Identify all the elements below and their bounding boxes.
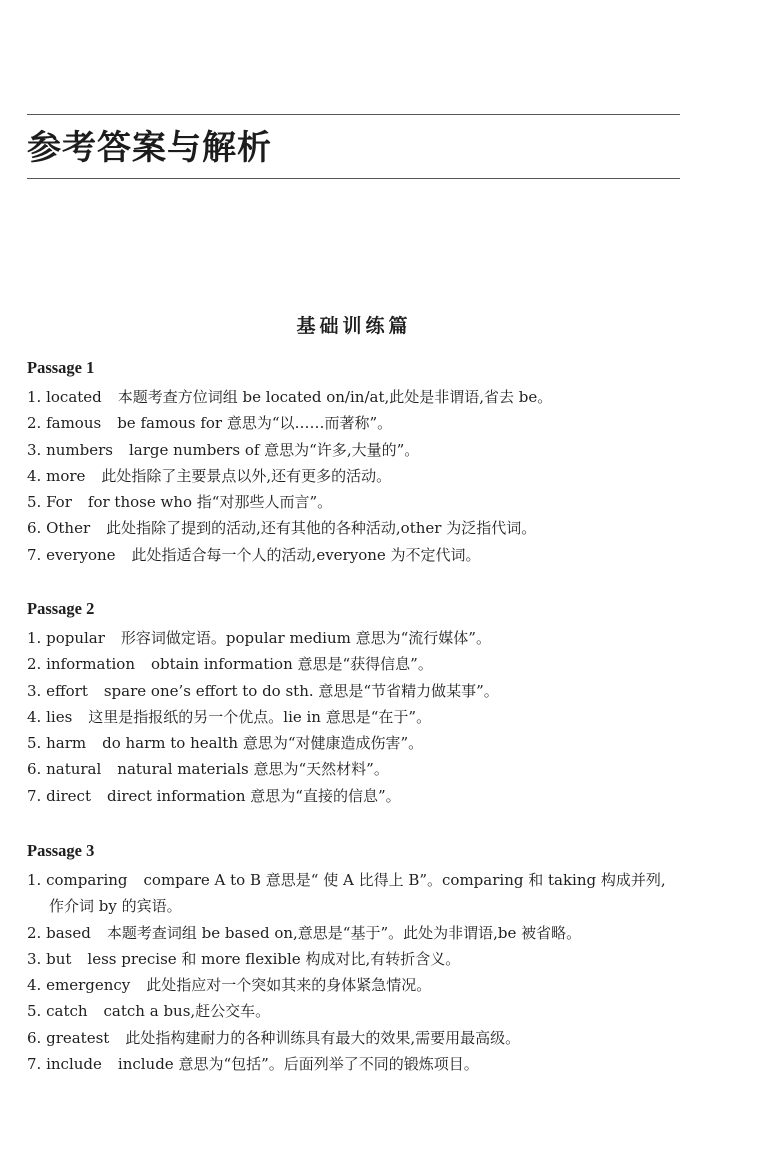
item-number: 5. [27, 1002, 42, 1021]
answer-word: direct [46, 786, 91, 805]
passage-heading: Passage 1 [27, 358, 95, 377]
explanation: for those who 指“对那些人而言”。 [87, 493, 333, 512]
explanation: 此处指构建耐力的各种训练具有最大的效果,需要用最高级。 [125, 1028, 521, 1047]
answer-word: information [46, 655, 135, 674]
answer-item [27, 410, 727, 436]
answer-word: numbers [46, 440, 113, 459]
answer-word: effort [46, 681, 88, 700]
item-number: 2. [27, 923, 42, 942]
passage-heading: Passage 3 [27, 841, 95, 860]
answer-word: greatest [46, 1028, 110, 1047]
answer-item [27, 920, 727, 946]
item-number: 4. [27, 707, 42, 726]
item-number: 2. [27, 655, 42, 674]
item-number: 2. [27, 414, 42, 433]
answer-item [27, 756, 727, 782]
answer-item [27, 704, 727, 730]
item-number: 6. [27, 760, 42, 779]
answer-word: catch [46, 1002, 88, 1021]
item-number: 6. [27, 519, 42, 538]
item-number: 1. [27, 388, 42, 406]
explanation: do harm to health 意思为“对健康造成伤害”。 [102, 734, 424, 753]
answer-item [27, 678, 727, 704]
passage-heading: Passage 2 [27, 599, 95, 618]
explanation: compare A to B 意思是“ 使 A 比得上 B”。comparing 和 taking 构成并列, [143, 871, 666, 889]
explanation-continuation: 作介词 by 的宾语。 [49, 897, 182, 916]
answer-item [27, 867, 727, 920]
item-number: 5. [27, 493, 42, 512]
explanation: large numbers of 意思为“许多,大量的”。 [129, 440, 420, 459]
explanation: 这里是指报纸的另一个优点。lie in 意思是“在于”。 [88, 707, 432, 726]
answer-word: popular [46, 629, 105, 647]
passage-1 [27, 358, 727, 568]
explanation: spare one’s effort to do sth. 意思是“节省精力做某事”。 [103, 681, 499, 700]
explanation: catch a bus,赶公交车。 [103, 1002, 271, 1021]
answer-word: more [46, 466, 86, 485]
item-number: 1. [27, 629, 42, 647]
item-number: 7. [27, 545, 42, 564]
answer-item [27, 1025, 727, 1051]
answer-item [27, 972, 727, 998]
answer-item [27, 730, 727, 756]
explanation: less precise 和 more flexible 构成对比,有转折含义。 [87, 949, 461, 968]
answer-word: lies [46, 707, 73, 726]
answer-item [27, 998, 727, 1024]
answer-item [27, 651, 727, 677]
answer-word: natural [46, 760, 102, 779]
answer-word: but [46, 949, 72, 968]
passage-3 [27, 841, 727, 1077]
answer-word: based [46, 923, 91, 942]
answer-word: For [46, 493, 72, 512]
explanation: direct information 意思为“直接的信息”。 [106, 786, 401, 805]
explanation: 此处指除了提到的活动,还有其他的各种活动,other 为泛指代词。 [106, 519, 537, 538]
answer-item [27, 783, 727, 809]
answer-word: comparing [46, 871, 128, 889]
item-number: 7. [27, 786, 42, 805]
explanation: obtain information 意思是“获得信息”。 [151, 655, 433, 674]
explanation: 此处指应对一个突如其来的身体紧急情况。 [146, 976, 432, 995]
answer-word: located [46, 388, 102, 406]
explanation: 形容词做定语。popular medium 意思为“流行媒体”。 [120, 629, 491, 647]
answer-word: harm [46, 734, 87, 753]
header-bottom-rule [27, 178, 680, 179]
answer-item [27, 946, 727, 972]
answer-word: include [46, 1055, 102, 1074]
explanation: 此处指适合每一个人的活动,everyone 为不定代词。 [131, 545, 481, 564]
item-number: 6. [27, 1028, 42, 1047]
item-number: 3. [27, 949, 42, 968]
item-number: 3. [27, 681, 42, 700]
explanation: be famous for 意思为“以……而著称”。 [117, 414, 393, 433]
item-number: 4. [27, 466, 42, 485]
explanation: natural materials 意思为“天然材料”。 [117, 760, 389, 779]
header-top-rule [27, 114, 680, 115]
answer-word: everyone [46, 545, 116, 564]
explanation: 此处指除了主要景点以外,还有更多的活动。 [101, 466, 392, 485]
answer-word: emergency [46, 976, 131, 995]
explanation: include 意思为“包括”。后面列举了不同的锻炼项目。 [117, 1055, 479, 1074]
item-number: 4. [27, 976, 42, 995]
explanation: 本题考查方位词组 be located on/in/at,此处是非谓语,省去 be。 [117, 388, 553, 406]
page-title: 参考答案与解析 [27, 128, 272, 168]
item-number: 7. [27, 1055, 42, 1074]
answer-word: Other [46, 519, 91, 538]
answer-item [27, 542, 727, 568]
section-title: 基础训练篇 [296, 315, 412, 337]
answer-item [27, 463, 727, 489]
passage-2 [27, 599, 727, 809]
item-number: 1. [27, 871, 42, 889]
answer-item [27, 437, 727, 463]
explanation: 本题考查词组 be based on,意思是“基于”。此处为非谓语,be 被省略。 [106, 923, 582, 942]
answer-item [27, 384, 727, 410]
item-number: 5. [27, 734, 42, 753]
answer-word: famous [46, 414, 102, 433]
answer-item [27, 625, 727, 651]
answer-item [27, 515, 727, 541]
item-number: 3. [27, 440, 42, 459]
answer-item [27, 489, 727, 515]
answer-item [27, 1051, 727, 1077]
